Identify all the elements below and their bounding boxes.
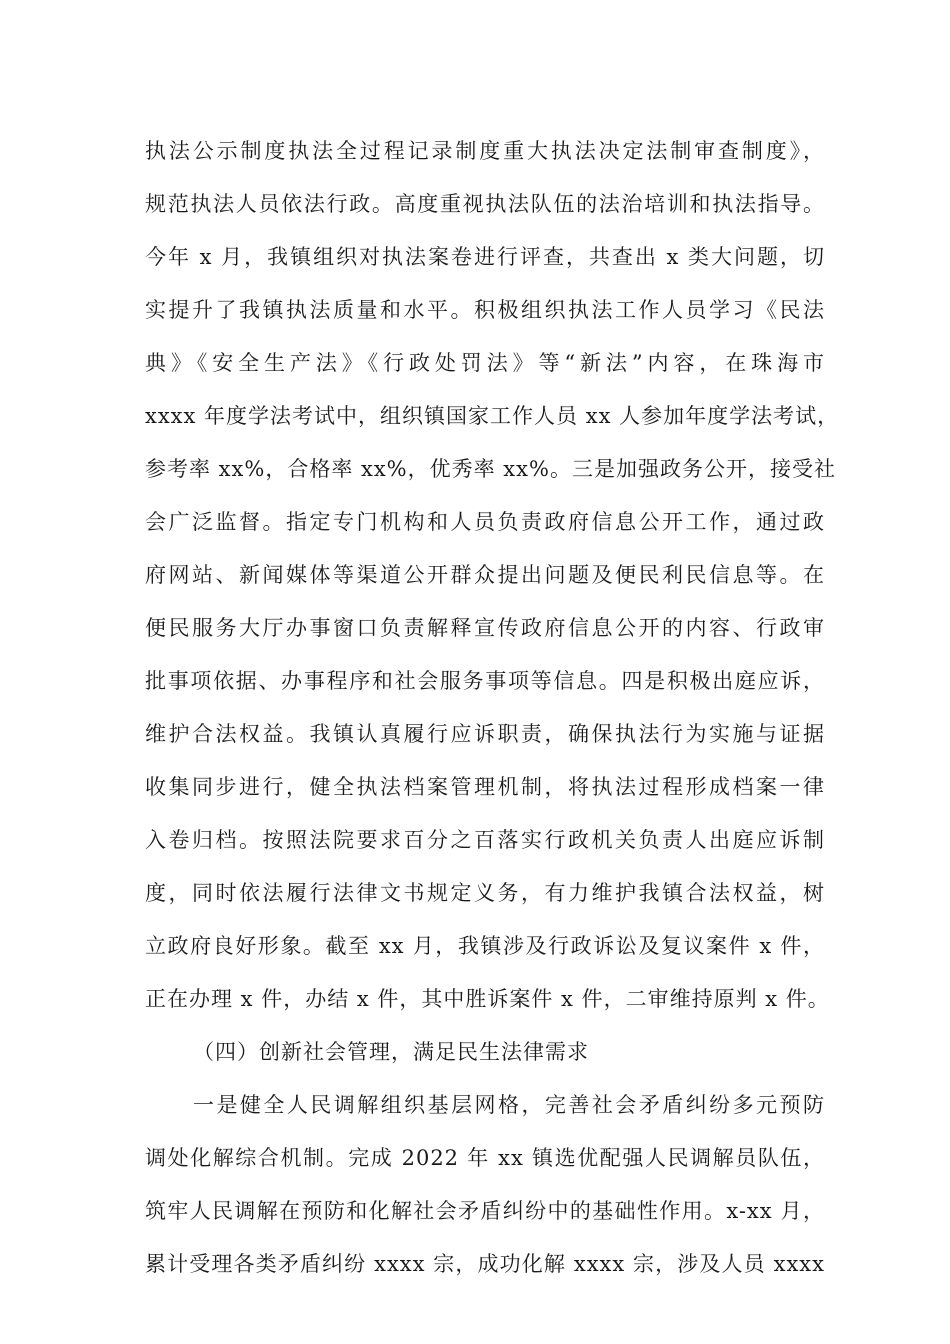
body-text-line: 执法公示制度执法全过程记录制度重大执法决定法制审查制度》， xyxy=(145,139,825,163)
body-text-line: 一是健全人民调解组织基层网格，完善社会矛盾纠纷多元预防 xyxy=(193,1093,825,1117)
body-text-line: 入卷归档。按照法院要求百分之百落实行政机关负责人出庭应诉制 xyxy=(145,828,825,852)
body-text-line: 收集同步进行，健全执法档案管理机制，将执法过程形成档案一律 xyxy=(145,775,825,799)
body-text-line: 便民服务大厅办事窗口负责解释宣传政府信息公开的内容、行政审 xyxy=(145,616,825,640)
body-text-line: 会广泛监督。指定专门机构和人员负责政府信息公开工作，通过政 xyxy=(145,510,825,534)
body-text-line: 府网站、新闻媒体等渠道公开群众提出问题及便民利民信息等。在 xyxy=(145,563,825,587)
body-text-line: 参考率 xx%，合格率 xx%，优秀率 xx%。三是加强政务公开，接受社 xyxy=(145,457,836,481)
body-text-line: 今年 x 月，我镇组织对执法案卷进行评查，共查出 x 类大问题，切 xyxy=(145,245,825,269)
body-text-line: xxxx 年度学法考试中，组织镇国家工作人员 xx 人参加年度学法考试， xyxy=(145,404,840,428)
body-text-line: 典》《安全生产法》《行政处罚法》等“新法”内容，在珠海市 xyxy=(145,351,825,375)
body-text-line: 度，同时依法履行法律文书规定义务，有力维护我镇合法权益，树 xyxy=(145,881,825,905)
body-text-line: 调处化解综合机制。完成 2022 年 xx 镇选优配强人民调解员队伍， xyxy=(145,1146,825,1170)
body-text-line: 实提升了我镇执法质量和水平。积极组织执法工作人员学习《民法 xyxy=(145,298,825,322)
body-text-line: 累计受理各类矛盾纠纷 xxxx 宗，成功化解 xxxx 宗，涉及人员 xxxx xyxy=(145,1252,825,1276)
body-text-line: 规范执法人员依法行政。高度重视执法队伍的法治培训和执法指导。 xyxy=(145,192,825,216)
body-text-line: 筑牢人民调解在预防和化解社会矛盾纠纷中的基础性作用。x-xx 月， xyxy=(145,1199,825,1223)
body-text-line: 维护合法权益。我镇认真履行应诉职责，确保执法行为实施与证据 xyxy=(145,722,825,746)
body-text-line: 立政府良好形象。截至 xx 月，我镇涉及行政诉讼及复议案件 x 件， xyxy=(145,934,825,958)
body-text-line: 批事项依据、办事程序和社会服务事项等信息。四是积极出庭应诉， xyxy=(145,669,825,693)
body-text-line: 正在办理 x 件，办结 x 件，其中胜诉案件 x 件，二审维持原判 x 件。 xyxy=(145,987,830,1011)
section-heading: （四）创新社会管理，满足民生法律需求 xyxy=(193,1040,589,1064)
